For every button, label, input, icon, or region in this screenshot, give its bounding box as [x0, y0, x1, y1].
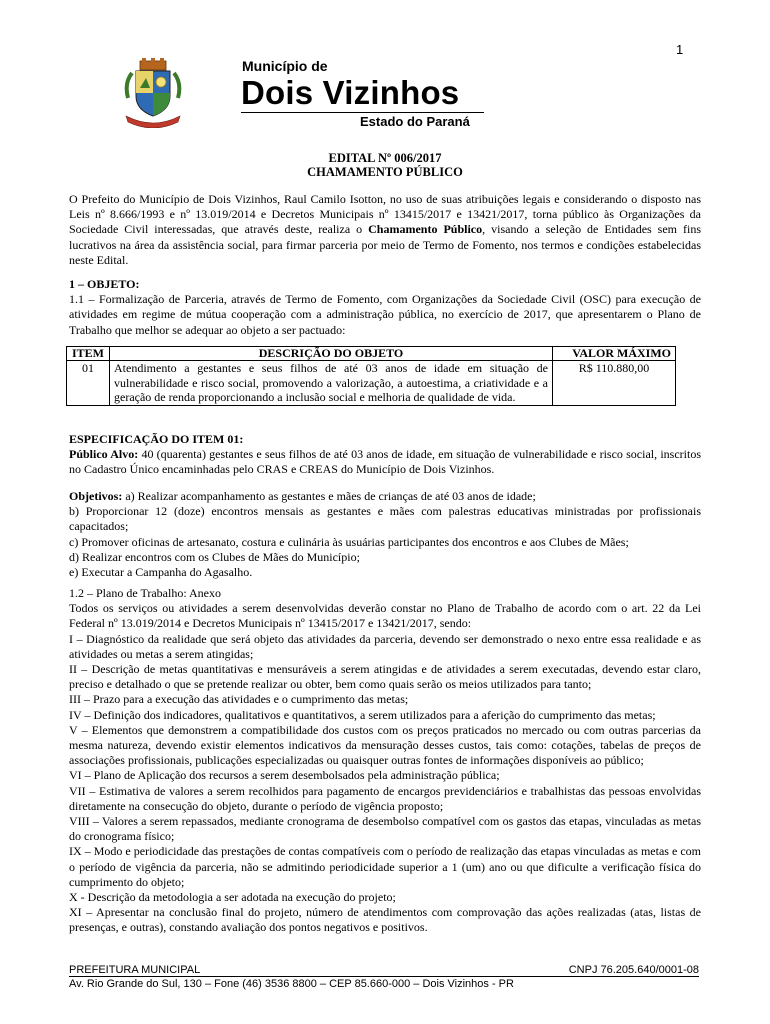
item-cell: 01	[67, 361, 110, 406]
intro-paragraph: O Prefeito do Município de Dois Vizinhos, Raul Camilo Isotton, no uso de suas atribuições legais e considerando o disposto nas Leis nº 8.666/1993 e nº 13.019/2014 e Decretos Municipais nº 13415/2017 e 13421/2017, torna público às Organizações da Sociedade Civil interessadas, que através deste, realiza o Chamamento Público, visando a seleção de Entidades sem fins lucrativos na área da assistência social, para firmar parceria por meio de Termo de Fomento, nos termos e condições estabelecidas neste Edital.	[69, 192, 701, 267]
edital-type: CHAMAMENTO PÚBLICO	[307, 165, 463, 179]
column-header-value: VALOR MÁXIMO	[553, 347, 676, 361]
table-header-row	[67, 347, 676, 361]
objeto-table	[66, 346, 676, 406]
state-name: Estado do Paraná	[360, 114, 470, 129]
list-item: c) Promover oficinas de artesanato, costura e culinária às usuárias participantes dos encontros e aos Clubes de Mães;	[69, 534, 629, 549]
city-name: Dois Vizinhos	[241, 74, 460, 111]
column-header-description: DESCRIÇÃO DO OBJETO	[110, 347, 553, 361]
list-item: VI – Plano de Aplicação dos recursos a serem desembolsados pela administração pública;	[69, 768, 500, 783]
page-number: 1	[676, 42, 684, 57]
list-item: V – Elementos que demonstrem a compatibilidade dos custos com os preços praticados no mercado ou com outras parcerias da mesma natureza, devendo existir elementos indicativos da mensuração desses custos, tais como: cotações, tabelas de preços de associações profissionais, publicações especializadas ou quaisquer outras fontes de informações disponíveis ao público;	[69, 722, 701, 768]
description-cell: Atendimento a gestantes e seus filhos de até 03 anos de idade em situação de vulnerabilidade e risco social, promovendo a valorização, a autoestima, a criatividade e a geração de renda proporcionando a inclusão social e melhoria de qualidade de vida.	[110, 361, 553, 406]
list-item: d) Realizar encontros com os Clubes de Mães do Município;	[69, 549, 360, 564]
edital-number: EDITAL Nº 006/2017	[328, 151, 442, 165]
list-item: IV – Definição dos indicadores, qualitativos e quantitativos, a serem utilizados para a aferição do cumprimento das metas;	[69, 707, 656, 722]
especificacao-heading: ESPECIFICAÇÃO DO ITEM 01:	[69, 432, 244, 446]
footer-cnpj: CNPJ 76.205.640/0001-08	[568, 964, 699, 976]
municipality-label: Município de	[242, 58, 328, 74]
list-item: XI – Apresentar na conclusão final do projeto, número de atendimentos com comprovação das ações realizadas (atas, listas de presenças, e outras), constando avaliação dos pontos negativos e positivos.	[69, 905, 701, 935]
footer-address: Av. Rio Grande do Sul, 130 – Fone (46) 3536 8800 – CEP 85.660-000 – Dois Vizinhos - PR	[69, 978, 514, 990]
column-header-item: ITEM	[67, 347, 110, 361]
list-item: b) Proporcionar 12 (doze) encontros mensais as gestantes e mães com palestras educativas ministradas por profissionais capacitados;	[69, 504, 701, 534]
list-item: VII – Estimativa de valores a serem recolhidos para pagamento de encargos previdenciários e trabalhistas das pessoas envolvidas diretamente na consecução do objeto, durante o período de vigência proposto;	[69, 783, 701, 813]
objeto-text: 1.1 – Formalização de Parceria, através de Termo de Fomento, com Organizações da Sociedade Civil (OSC) para execução de atividades em regime de mútua cooperação com a administração pública, no exercício de 2017, que apresentarem o Plano de Trabalho que melhor se adequar ao objeto a ser pactuado:	[69, 292, 701, 337]
list-item: IX – Modo e periodicidade das prestações de contas compatíveis com o período de realização das etapas vinculadas as metas e com o período de vigência da parceria, não se admitindo periodicidade superior a 1 (um) ano ou que dificulte a verificação física do cumprimento do objeto;	[69, 844, 701, 889]
objeto-section	[69, 277, 701, 338]
footer-divider	[69, 976, 699, 977]
value-cell: R$ 110.880,00	[553, 361, 676, 406]
list-item: III – Prazo para a execução das atividades e o cumprimento das metas;	[69, 692, 409, 707]
list-item: I – Diagnóstico da realidade que será objeto das atividades da parceria, devendo ser demonstrado o nexo entre essa realidade e as atividades ou metas a serem atingidas;	[69, 631, 701, 661]
list-item: e) Executar a Campanha do Agasalho.	[69, 565, 253, 580]
objeto-heading: 1 – OBJETO:	[69, 277, 140, 291]
plano-intro: Todos os serviços ou atividades a serem desenvolvidas deverão constar no Plano de Trabalho de acordo com o art. 22 da Lei Federal nº 13.019/2014 e Decretos Municipais nº 13415/2017 e 13421/2017, sendo:	[69, 601, 701, 631]
footer-org: PREFEITURA MUNICIPAL	[69, 964, 201, 976]
coat-of-arms-logo	[122, 58, 184, 128]
objetivos-section	[69, 489, 701, 580]
list-item: X - Descrição da metodologia a ser adotada na execução do projeto;	[69, 890, 396, 905]
especificacao-section	[69, 432, 701, 478]
list-item: VIII – Valores a serem repassados, mediante cronograma de desembolso compatível com os gastos das etapas, vinculadas as metas do cronograma físico;	[69, 814, 701, 844]
objetivos-first: Objetivos: a) Realizar acompanhamento as gestantes e mães de crianças de até 03 anos de idade;	[69, 489, 536, 503]
header-divider	[241, 112, 484, 113]
plano-heading: 1.2 – Plano de Trabalho: Anexo	[69, 586, 221, 600]
plano-section	[69, 586, 701, 936]
list-item: II – Descrição de metas quantitativas e mensuráveis a serem atingidas e de atividades a serem executadas, devendo estar claro, preciso e detalhado o que se pretende realizar ou obter, bem como quais serão os meios utilizados para tanto;	[69, 662, 701, 692]
table-row	[67, 361, 676, 406]
publico-alvo-text: Público Alvo: 40 (quarenta) gestantes e seus filhos de até 03 anos de idade, em situação de vulnerabilidade e risco social, inscritos no Cadastro Único encaminhadas pelo CRAS e CREAS do Município de Dois Vizinhos.	[69, 447, 702, 477]
